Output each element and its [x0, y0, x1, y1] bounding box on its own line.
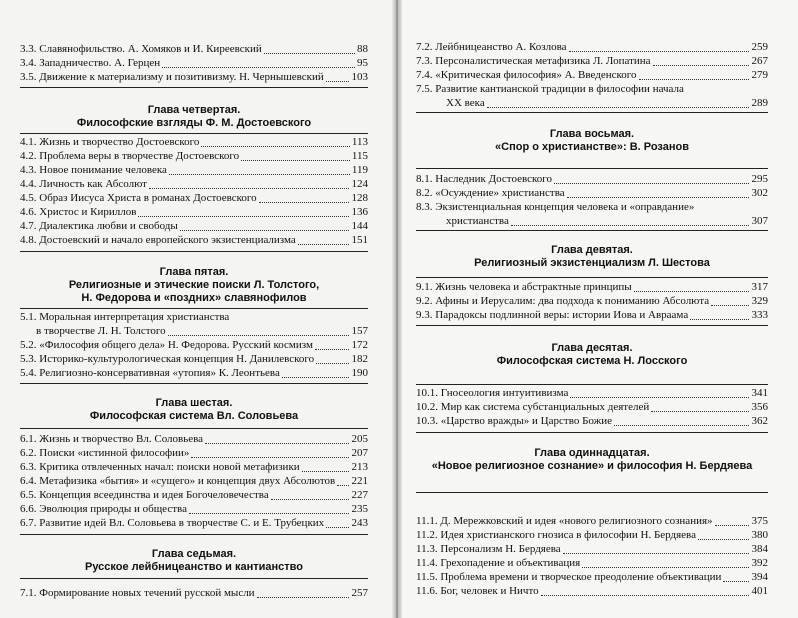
- chapter-number: Глава седьмая.: [151, 548, 237, 560]
- chapter-number: Глава пятая.: [159, 266, 229, 278]
- toc-entry: 10.3. «Царство вражды» и Царство Божие 362: [416, 415, 768, 427]
- toc-entry: 7.2. Лейбницеанство А. Козлова 259: [416, 41, 768, 53]
- toc-entry: христианства 307: [446, 215, 768, 227]
- chapter-heading: [20, 397, 368, 423]
- divider: [416, 168, 768, 169]
- book-gutter: [392, 0, 402, 618]
- divider: [20, 133, 368, 134]
- toc-entry: 7.1. Формирование новых течений русской мысли 257: [20, 587, 368, 599]
- toc-entry: 4.8. Достоевский и начало европейского экзистенциализма 151: [20, 234, 368, 246]
- chapter-number: Глава четвертая.: [147, 104, 241, 116]
- toc-entry: в творчестве Л. Н. Толстого 157: [36, 325, 368, 337]
- toc-entry: 4.6. Христос и Кириллов 136: [20, 206, 368, 218]
- chapter-title: Философские взгляды Ф. М. Достоевского: [76, 117, 312, 129]
- chapter-number: Глава шестая.: [155, 397, 233, 409]
- right-page: [398, 0, 798, 618]
- chapter-title: Н. Федорова и «поздних» славянофилов: [81, 292, 307, 304]
- toc-entry: 10.2. Мир как система субстанциальных деятелей 356: [416, 401, 768, 413]
- toc-entry: 9.1. Жизнь человека и абстрактные принципы 317: [416, 281, 768, 293]
- chapter-heading: [20, 266, 368, 305]
- toc-entry-first-line: 5.1. Моральная интерпретация христианства: [20, 311, 230, 323]
- divider: [416, 277, 768, 278]
- toc-entry: 10.1. Гносеология интуитивизма 341: [416, 387, 768, 399]
- toc-entry: 6.3. Критика отвлеченных начал: поиски новой метафизики 213: [20, 461, 368, 473]
- divider: [20, 383, 368, 384]
- chapter-number: Глава восьмая.: [549, 128, 635, 140]
- toc-entry: 9.2. Афины и Иерусалим: два подхода к пониманию Абсолюта 329: [416, 295, 768, 307]
- toc-entry: 4.1. Жизнь и творчество Достоевского 113: [20, 136, 368, 148]
- chapter-heading: [20, 104, 368, 130]
- toc-entry: 8.1. Наследник Достоевского 295: [416, 173, 768, 185]
- chapter-title: «Спор о христианстве»: В. Розанов: [495, 141, 689, 153]
- toc-entry: 7.4. «Критическая философия» А. Введенского 279: [416, 69, 768, 81]
- toc-entry: 11.5. Проблема времени и творческое преодоление объективации 394: [416, 571, 768, 583]
- divider: [20, 251, 368, 252]
- divider: [416, 432, 768, 433]
- toc-entry: 3.4. Западничество. А. Герцен 95: [20, 57, 368, 69]
- divider: [416, 492, 768, 493]
- chapter-number: Глава одиннадцатая.: [534, 447, 650, 459]
- chapter-heading: [416, 342, 768, 368]
- toc-entry: 4.5. Образ Иисуса Христа в романах Достоевского 128: [20, 192, 368, 204]
- chapter-number: Глава девятая.: [551, 244, 633, 256]
- divider: [416, 230, 768, 231]
- divider: [20, 534, 368, 535]
- toc-entry: 4.3. Новое понимание человека 119: [20, 164, 368, 176]
- divider: [416, 325, 768, 326]
- toc-entry: 6.5. Концепция всеединства и идея Богочеловечества 227: [20, 489, 368, 501]
- toc-entry: 11.3. Персонализм Н. Бердяева 384: [416, 543, 768, 555]
- chapter-heading: [416, 128, 768, 154]
- toc-entry: 6.7. Развитие идей Вл. Соловьева в творчестве С. и Е. Трубецких 243: [20, 517, 368, 529]
- chapter-title: Русское лейбницеанство и кантианство: [85, 561, 303, 573]
- chapter-number: Глава десятая.: [551, 342, 633, 354]
- chapter-title: Религиозный экзистенциализм Л. Шестова: [474, 257, 710, 269]
- toc-entry: 6.4. Метафизика «бытия» и «сущего» и концепция двух Абсолютов 221: [20, 475, 368, 487]
- toc-entry: 11.2. Идея христианского гнозиса в философии Н. Бердяева 380: [416, 529, 768, 541]
- divider: [20, 308, 368, 309]
- chapter-heading: [20, 548, 368, 574]
- toc-entry: 7.3. Персоналистическая метафизика Л. Лопатина 267: [416, 55, 768, 67]
- toc-entry: 11.6. Бог, человек и Ничто 401: [416, 585, 768, 597]
- divider: [416, 112, 768, 113]
- toc-entry: 4.4. Личность как Абсолют 124: [20, 178, 368, 190]
- toc-entry: 6.2. Поиски «истинной философии» 207: [20, 447, 368, 459]
- divider: [416, 384, 768, 385]
- chapter-heading: [416, 244, 768, 270]
- chapter-heading: [416, 447, 768, 473]
- toc-entry: 3.3. Славянофильство. А. Хомяков и И. Киреевский 88: [20, 43, 368, 55]
- toc-entry: 6.6. Эволюция природы и общества 235: [20, 503, 368, 515]
- toc-entry: 11.1. Д. Мережковский и идея «нового религиозного сознания» 375: [416, 515, 768, 527]
- toc-entry-first-line: 7.5. Развитие кантианской традиции в философии начала: [416, 83, 684, 95]
- toc-entry-first-line: 8.3. Экзистенциальная концепция человека и «оправдание»: [416, 201, 695, 213]
- toc-entry: 5.3. Историко-культурологическая концепция Н. Данилевского 182: [20, 353, 368, 365]
- toc-entry: 6.1. Жизнь и творчество Вл. Соловьева 205: [20, 433, 368, 445]
- toc-entry: 4.2. Проблема веры в творчестве Достоевского 115: [20, 150, 368, 162]
- left-page: [0, 0, 396, 618]
- toc-entry: 5.2. «Философия общего дела» Н. Федорова. Русский космизм 172: [20, 339, 368, 351]
- toc-entry: 8.2. «Осуждение» христианства 302: [416, 187, 768, 199]
- divider: [20, 428, 368, 429]
- chapter-title: Философская система Н. Лосского: [496, 355, 688, 367]
- toc-entry: 9.3. Парадоксы подлинной веры: истории Иова и Авраама 333: [416, 309, 768, 321]
- divider: [20, 578, 368, 579]
- divider: [20, 87, 368, 88]
- toc-entry: XX века 289: [446, 97, 768, 109]
- toc-entry: 11.4. Грехопадение и объективация 392: [416, 557, 768, 569]
- chapter-title: «Новое религиозное сознание» и философия Н. Бердяева: [431, 460, 753, 472]
- chapter-title: Философская система Вл. Соловьева: [89, 410, 299, 422]
- chapter-title: Религиозные и этические поиски Л. Толстого,: [68, 279, 320, 291]
- toc-entry: 3.5. Движение к материализму и позитивизму. Н. Чернышевский 103: [20, 71, 368, 83]
- toc-entry: 4.7. Диалектика любви и свободы 144: [20, 220, 368, 232]
- toc-entry: 5.4. Религиозно-консервативная «утопия» К. Леонтьева 190: [20, 367, 368, 379]
